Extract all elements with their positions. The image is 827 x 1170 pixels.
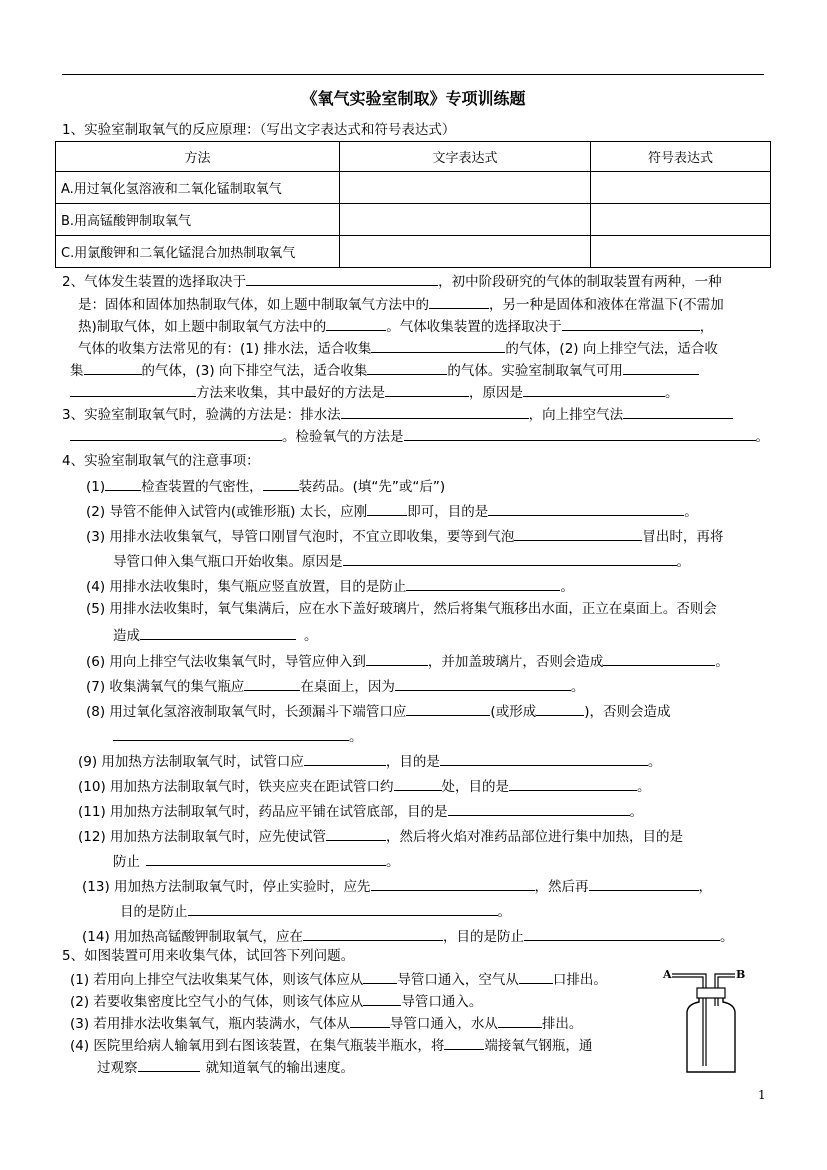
- answer-cell[interactable]: [340, 204, 591, 236]
- answer-blank[interactable]: [326, 826, 386, 841]
- answer-blank[interactable]: [363, 991, 401, 1006]
- answer-blank[interactable]: [509, 776, 637, 791]
- q5-item-1: (1) 若用向上排空气法收集某气体，则该气体应从 导管口通入，空气从 口排出。: [70, 969, 607, 989]
- answer-blank[interactable]: [623, 360, 699, 375]
- q2-line-4: 气体的收集方法常见的有：(1) 排水法，适合收集 的气体，(2) 向上排空气法，适合收: [78, 338, 718, 358]
- q4-item-14: (14) 用加热高锰酸钾制取氧气，应在 ，目的是防止 。: [82, 926, 734, 946]
- answer-cell[interactable]: [591, 172, 771, 204]
- answer-cell[interactable]: [591, 204, 771, 236]
- q4-item-10: (10) 用加热方法制取氧气时，铁夹应夹在距试管口约 处，目的是 。: [78, 776, 651, 796]
- q4-item-4: (4) 用排水法收集时，集气瓶应竖直放置，目的是防止 。: [86, 576, 574, 596]
- answer-blank[interactable]: [536, 701, 584, 716]
- answer-blank[interactable]: [523, 382, 665, 397]
- answer-blank[interactable]: [385, 382, 469, 397]
- col-word-equation: 文字表达式: [340, 142, 591, 172]
- q4-item-13-cont: 目的是防止 。: [120, 901, 511, 921]
- answer-blank[interactable]: [350, 1013, 390, 1028]
- label-a: A: [663, 968, 672, 981]
- answer-blank[interactable]: [303, 926, 443, 941]
- q4-item-6: (6) 用向上排空气法收集氧气时，导管应伸入到 ，并加盖玻璃片，否则会造成 。: [86, 651, 729, 671]
- q4-item-1: (1) 检查装置的气密性， 装药品。(填“先”或“后”): [86, 476, 445, 496]
- answer-blank[interactable]: [105, 476, 141, 491]
- answer-blank[interactable]: [444, 1035, 484, 1050]
- answer-blank[interactable]: [244, 676, 300, 691]
- q5-item-2: (2) 若要收集密度比空气小的气体，则该气体应从 导管口通入。: [70, 991, 482, 1011]
- col-method: 方法: [56, 142, 340, 172]
- answer-blank[interactable]: [406, 701, 490, 716]
- answer-blank[interactable]: [623, 404, 733, 419]
- table-row: [56, 204, 771, 236]
- q4-heading: 4、实验室制取氧气的注意事项：: [62, 453, 260, 469]
- q4-item-11: (11) 用加热方法制取氧气时，药品应平铺在试管底部，目的是 。: [78, 801, 643, 821]
- q4-item-2: (2) 导管不能伸入试管内(或锥形瓶) 太长，应刚 即可，目的是 。: [86, 501, 698, 521]
- q4-item-13: (13) 用加热方法制取氧气时，停止实验时，应先 ，然后再 ，: [82, 876, 712, 896]
- q4-item-3-cont: 导管口伸入集气瓶口开始收集。原因是 。: [113, 551, 690, 571]
- q2-line-5: 集 的气体，(3) 向下排空气法，适合收集 的气体。实验室制取氧气可用: [70, 360, 699, 380]
- answer-blank[interactable]: [146, 851, 386, 866]
- answer-blank[interactable]: [70, 426, 282, 441]
- q4-item-5: (5) 用排水法收集时，氧气集满后，应在水下盖好玻璃片，然后将集气瓶移出水面，正立在桌面上。否则会: [86, 601, 717, 617]
- q5-item-3: (3) 若用排水法收集氧气，瓶内装满水，气体从 导管口通入，水从 排出。: [70, 1013, 582, 1033]
- answer-cell[interactable]: [340, 236, 591, 268]
- q4-item-12: (12) 用加热方法制取氧气时，应先使试管 ，然后将火焰对准药品部位进行集中加热，目的是: [78, 826, 683, 846]
- answer-blank[interactable]: [304, 751, 386, 766]
- method-b: B.用高锰酸钾制取氧气: [56, 204, 340, 236]
- answer-blank[interactable]: [524, 926, 720, 941]
- q2-line-6: 方法来收集，其中最好的方法是 ，原因是 。: [70, 382, 679, 402]
- col-symbol-equation: 符号表达式: [591, 142, 771, 172]
- header-rule: [62, 74, 764, 75]
- q4-item-7: (7) 收集满氧气的集气瓶应 在桌面上，因为 。: [86, 676, 584, 696]
- answer-blank[interactable]: [70, 382, 196, 397]
- answer-cell[interactable]: [591, 236, 771, 268]
- q2-line-3: 热)制取气体，如上题中制取氧气方法中的 。气体收集装置的选择取决于 ，: [78, 316, 713, 336]
- answer-blank[interactable]: [367, 360, 447, 375]
- answer-blank[interactable]: [498, 1013, 542, 1028]
- answer-blank[interactable]: [138, 1057, 200, 1072]
- answer-blank[interactable]: [371, 338, 505, 353]
- q4-item-8-cont: 。: [113, 726, 363, 746]
- answer-blank[interactable]: [371, 876, 535, 891]
- answer-blank[interactable]: [367, 501, 407, 516]
- answer-blank[interactable]: [246, 271, 438, 286]
- bottle-body: [687, 998, 735, 1072]
- q5-heading: 5、如图装置可用来收集气体，试回答下列问题。: [62, 948, 355, 964]
- answer-blank[interactable]: [406, 576, 560, 591]
- answer-blank[interactable]: [343, 551, 677, 566]
- answer-blank[interactable]: [603, 651, 715, 666]
- q1-text: 1、实验室制取氧气的反应原理：（写出文字表达式和符号表达式）: [62, 122, 456, 138]
- answer-blank[interactable]: [366, 651, 428, 666]
- answer-blank[interactable]: [263, 476, 299, 491]
- answer-blank[interactable]: [341, 404, 529, 419]
- q4-item-12-cont: 防止 。: [113, 851, 400, 871]
- answer-blank[interactable]: [113, 726, 349, 741]
- answer-blank[interactable]: [84, 360, 142, 375]
- q3-line-1: 3、实验室制取氧气时，验满的方法是：排水法 ，向上排空气法: [62, 404, 733, 424]
- table-row: [56, 172, 771, 204]
- gas-bottle-diagram: [660, 966, 775, 1076]
- answer-blank[interactable]: [562, 316, 700, 331]
- q4-item-9: (9) 用加热方法制取氧气时，试管口应 ，目的是 。: [78, 751, 661, 771]
- q5-item-4-cont: 过观察 就知道氧气的输出速度。: [97, 1057, 354, 1077]
- answer-blank[interactable]: [326, 316, 386, 331]
- table-row: [56, 236, 771, 268]
- q2-line-2: 是：固体和固体加热制取气体，如上题中制取氧气方法中的 ，另一种是固体和液体在常温下(不需加: [78, 294, 724, 314]
- page-number: 1: [758, 1088, 766, 1102]
- answer-cell[interactable]: [340, 172, 591, 204]
- answer-blank[interactable]: [448, 801, 630, 816]
- answer-blank[interactable]: [440, 751, 648, 766]
- q2-line-1: 2、气体发生装置的选择取决于 ，初中阶段研究的气体的制取装置有两种，一种: [62, 271, 722, 291]
- answer-blank[interactable]: [429, 294, 489, 309]
- method-c: C.用氯酸钾和二氧化锰混合加热制取氧气: [56, 236, 340, 268]
- q3-line-2: 。检验氧气的方法是 。: [70, 426, 769, 446]
- q4-item-5-cont: 造成 。: [113, 625, 318, 645]
- answer-blank[interactable]: [519, 969, 553, 984]
- answer-blank[interactable]: [188, 901, 498, 916]
- label-b: B: [736, 968, 746, 981]
- answer-blank[interactable]: [488, 501, 684, 516]
- answer-blank[interactable]: [589, 876, 699, 891]
- stopper: [697, 988, 725, 998]
- method-a: A.用过氧化氢溶液和二氧化锰制取氧气: [56, 172, 340, 204]
- reaction-table: [55, 141, 771, 268]
- q4-item-8: (8) 用过氧化氢溶液制取氧气时，长颈漏斗下端管口应 (或形成 )，否则会造成: [86, 701, 670, 721]
- answer-blank[interactable]: [404, 426, 756, 441]
- page-title: 《氧气实验室制取》专项训练题: [301, 89, 526, 108]
- q4-item-3: (3) 用排水法收集氧气，导管口刚冒气泡时，不宜立即收集，要等到气泡 冒出时，再将: [86, 526, 723, 546]
- answer-blank[interactable]: [514, 526, 642, 541]
- answer-blank[interactable]: [394, 776, 442, 791]
- answer-blank[interactable]: [395, 676, 571, 691]
- answer-blank[interactable]: [363, 969, 397, 984]
- q5-item-4: (4) 医院里给病人输氧用到右图该装置，在集气瓶装半瓶水，将 端接氧气钢瓶，通: [70, 1035, 592, 1055]
- answer-blank[interactable]: [140, 625, 296, 640]
- table-header-row: [56, 142, 771, 172]
